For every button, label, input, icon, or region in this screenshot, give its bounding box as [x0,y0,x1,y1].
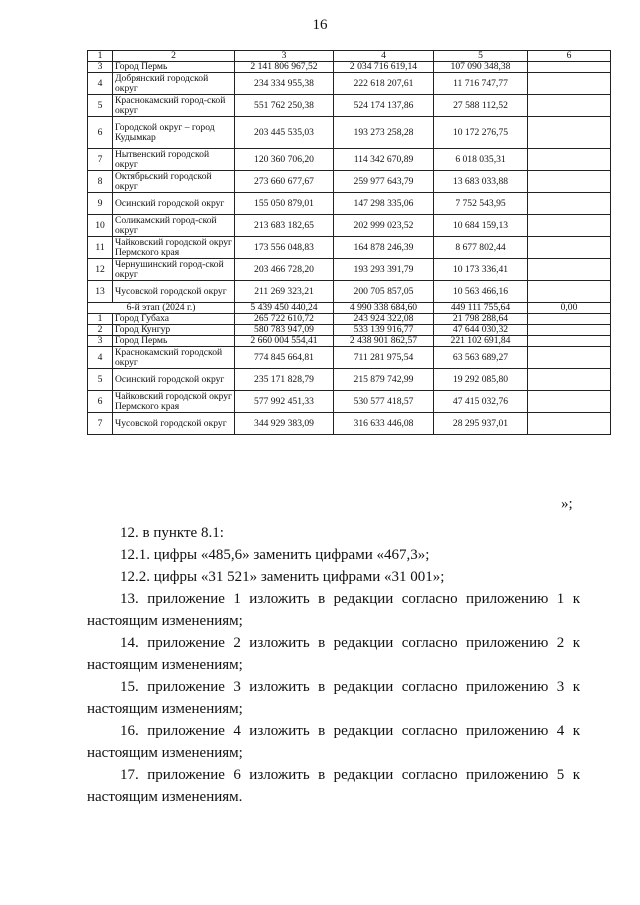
local-amount [528,281,611,303]
row-number: 3 [88,336,113,347]
regional-amount: 10 684 159,13 [434,215,528,237]
federal-amount: 193 293 391,79 [334,259,434,281]
municipality-name: Соликамский город-ской округ [113,215,235,237]
stage-local-amount: 0,00 [528,303,611,314]
municipality-name: Город Губаха [113,314,235,325]
regional-amount: 63 563 689,27 [434,347,528,369]
local-amount [528,73,611,95]
total-amount: 551 762 250,38 [235,95,334,117]
paragraph-12: 12. в пункте 8.1: [120,525,224,541]
row-number: 11 [88,237,113,259]
federal-amount: 200 705 857,05 [334,281,434,303]
local-amount [528,95,611,117]
regional-amount: 7 752 543,95 [434,193,528,215]
regional-amount: 8 677 802,44 [434,237,528,259]
budget-table [87,50,611,435]
row-number: 9 [88,193,113,215]
local-amount [528,336,611,347]
regional-amount: 47 415 032,76 [434,391,528,413]
total-amount: 265 722 610,72 [235,314,334,325]
stage-label: 6-й этап (2024 г.) [88,303,235,314]
municipality-name: Осинский городской округ [113,369,235,391]
federal-amount: 2 438 901 862,57 [334,336,434,347]
local-amount [528,391,611,413]
total-amount: 580 783 947,09 [235,325,334,336]
total-amount: 344 929 383,09 [235,413,334,435]
federal-amount: 114 342 670,89 [334,149,434,171]
municipality-name: Чернушинский город-ской округ [113,259,235,281]
row-number: 5 [88,369,113,391]
regional-amount: 21 798 288,64 [434,314,528,325]
regional-amount: 221 102 691,84 [434,336,528,347]
regional-amount: 47 644 030,32 [434,325,528,336]
stage-federal-amount: 4 990 338 684,60 [334,303,434,314]
total-amount: 173 556 048,83 [235,237,334,259]
total-amount: 211 269 323,21 [235,281,334,303]
table-row [88,369,611,391]
federal-amount: 202 999 023,52 [334,215,434,237]
local-amount [528,325,611,336]
table-body [88,51,611,435]
row-number: 4 [88,347,113,369]
municipality-name: Чусовской городской округ [113,413,235,435]
paragraph-14: 14. приложение 2 изложить в редакции согласно приложению 2 к настоящим изменениям; [87,635,580,673]
table-row [88,149,611,171]
regional-amount: 27 588 112,52 [434,95,528,117]
row-number: 13 [88,281,113,303]
federal-amount: 711 281 975,54 [334,347,434,369]
regional-amount: 6 018 035,31 [434,149,528,171]
municipality-name: Город Пермь [113,336,235,347]
regional-amount: 13 683 033,88 [434,171,528,193]
local-amount [528,347,611,369]
local-amount [528,171,611,193]
header-cell: 6 [528,51,611,62]
total-amount: 2 660 004 554,41 [235,336,334,347]
header-cell: 3 [235,51,334,62]
table-row [88,336,611,347]
table-row [88,413,611,435]
table-row [88,281,611,303]
page-number: 16 [312,17,328,33]
table-row [88,215,611,237]
total-amount: 2 141 806 967,52 [235,62,334,73]
federal-amount: 533 139 916,77 [334,325,434,336]
federal-amount: 316 633 446,08 [334,413,434,435]
row-number: 2 [88,325,113,336]
federal-amount: 530 577 418,57 [334,391,434,413]
amendment-text [87,522,580,808]
regional-amount: 19 292 085,80 [434,369,528,391]
federal-amount: 524 174 137,86 [334,95,434,117]
row-number: 1 [88,314,113,325]
paragraph-12-1: 12.1. цифры «485,6» заменить цифрами «467,3»; [120,547,430,563]
table-row [88,314,611,325]
local-amount [528,369,611,391]
row-number: 7 [88,413,113,435]
local-amount [528,237,611,259]
local-amount [528,314,611,325]
federal-amount: 2 034 716 619,14 [334,62,434,73]
total-amount: 213 683 182,65 [235,215,334,237]
row-number: 3 [88,62,113,73]
table-row [88,347,611,369]
row-number: 6 [88,391,113,413]
row-number: 4 [88,73,113,95]
table-row [88,62,611,73]
regional-amount: 10 173 336,41 [434,259,528,281]
table-row [88,95,611,117]
table-row [88,117,611,149]
total-amount: 203 445 535,03 [235,117,334,149]
federal-amount: 193 273 258,28 [334,117,434,149]
regional-amount: 10 563 466,16 [434,281,528,303]
local-amount [528,259,611,281]
federal-amount: 147 298 335,06 [334,193,434,215]
municipality-name: Краснокамский городской округ [113,347,235,369]
municipality-name: Городской округ – город Кудымкар [113,117,235,149]
total-amount: 235 171 828,79 [235,369,334,391]
total-amount: 203 466 728,20 [235,259,334,281]
federal-amount: 164 878 246,39 [334,237,434,259]
stage-regional-amount: 449 111 755,64 [434,303,528,314]
header-cell: 2 [113,51,235,62]
municipality-name: Чусовской городской округ [113,281,235,303]
municipality-name: Октябрьский городской округ [113,171,235,193]
total-amount: 774 845 664,81 [235,347,334,369]
header-cell: 1 [88,51,113,62]
stage-row [88,303,611,314]
municipality-name: Город Кунгур [113,325,235,336]
row-number: 8 [88,171,113,193]
municipality-name: Чайковский городской округ Пермского края [113,237,235,259]
local-amount [528,413,611,435]
municipality-name: Краснокамский город-ской округ [113,95,235,117]
total-amount: 120 360 706,20 [235,149,334,171]
table-row [88,237,611,259]
paragraph-16: 16. приложение 4 изложить в редакции согласно приложению 4 к настоящим изменениям; [87,723,580,761]
row-number: 10 [88,215,113,237]
row-number: 7 [88,149,113,171]
table-row [88,325,611,336]
table-row [88,171,611,193]
paragraph-12-2: 12.2. цифры «31 521» заменить цифрами «31 001»; [120,569,445,585]
row-number: 5 [88,95,113,117]
municipality-name: Осинский городской округ [113,193,235,215]
total-amount: 273 660 677,67 [235,171,334,193]
federal-amount: 243 924 322,08 [334,314,434,325]
total-amount: 155 050 879,01 [235,193,334,215]
table-row [88,193,611,215]
regional-amount: 28 295 937,01 [434,413,528,435]
row-number: 6 [88,117,113,149]
federal-amount: 259 977 643,79 [334,171,434,193]
regional-amount: 10 172 276,75 [434,117,528,149]
federal-amount: 222 618 207,61 [334,73,434,95]
municipality-name: Город Пермь [113,62,235,73]
header-cell: 5 [434,51,528,62]
total-amount: 577 992 451,33 [235,391,334,413]
closing-quote: »; [561,496,573,512]
municipality-name: Чайковский городской округ Пермского края [113,391,235,413]
regional-amount: 11 716 747,77 [434,73,528,95]
federal-amount: 215 879 742,99 [334,369,434,391]
municipality-name: Нытвенский городской округ [113,149,235,171]
regional-amount: 107 090 348,38 [434,62,528,73]
table-row [88,391,611,413]
row-number: 12 [88,259,113,281]
paragraph-13: 13. приложение 1 изложить в редакции согласно приложению 1 к настоящим изменениям; [87,591,580,629]
table-row [88,259,611,281]
stage-total-amount: 5 439 450 440,24 [235,303,334,314]
table-header-row [88,51,611,62]
local-amount [528,117,611,149]
local-amount [528,193,611,215]
table-row [88,73,611,95]
local-amount [528,62,611,73]
total-amount: 234 334 955,38 [235,73,334,95]
header-cell: 4 [334,51,434,62]
paragraph-17: 17. приложение 6 изложить в редакции согласно приложению 5 к настоящим изменениям. [87,767,580,805]
paragraph-15: 15. приложение 3 изложить в редакции согласно приложению 3 к настоящим изменениям; [87,679,580,717]
local-amount [528,149,611,171]
local-amount [528,215,611,237]
municipality-name: Добрянский городской округ [113,73,235,95]
